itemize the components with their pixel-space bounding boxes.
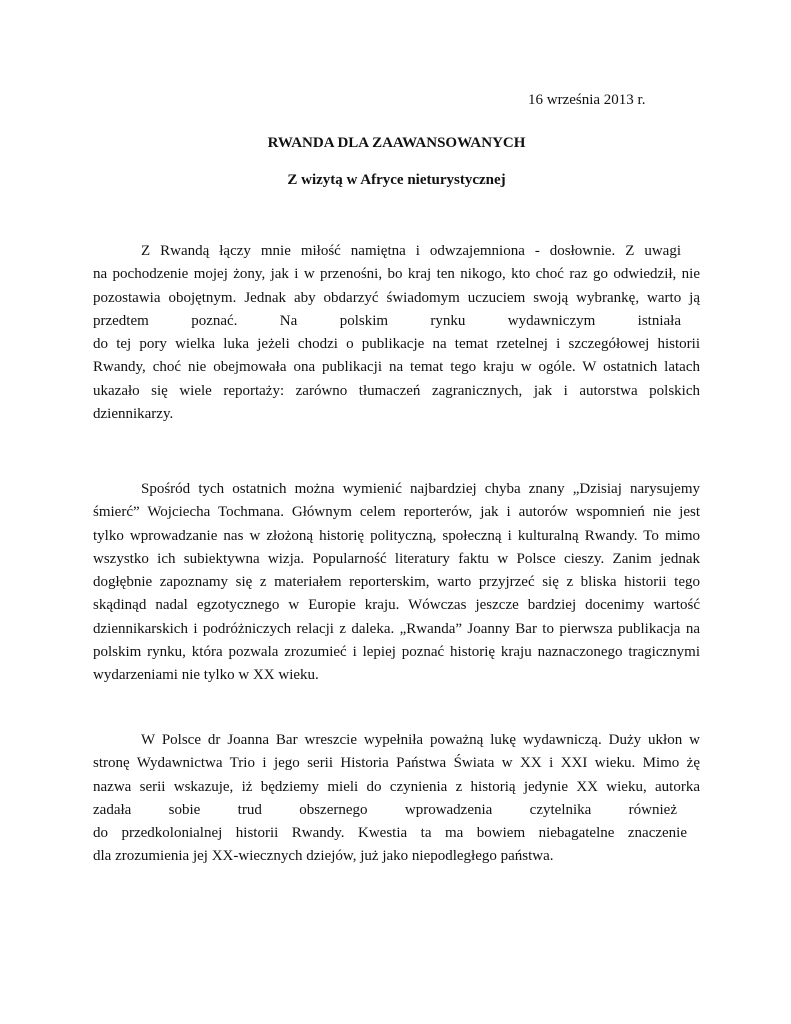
paragraph-line: skądinąd nadal egzotycznego w Europie kraju. Wówczas jeszcze bardziej docenimy wartość: [93, 597, 700, 614]
paragraph-line: W Polsce dr Joanna Bar wreszcie wypełniła poważną lukę wydawniczą. Duży ukłon w: [141, 732, 700, 748]
paragraph-line: śmierć” Wojciecha Tochmana. Głównym celem reporterów, jak i autorów wspomnień nie jest: [93, 504, 700, 521]
paragraph-line: do przedkolonialnej historii Rwandy. Kwestia ta ma bowiem niebagatelne znaczenie: [93, 825, 687, 842]
paragraph-1: [93, 240, 700, 426]
paragraph-line: przedtem poznać. Na polskim rynku wydawniczym istniała: [93, 312, 681, 329]
paragraph-line: Z Rwandą łączy mnie miłość namiętna i odwzajemniona - dosłownie. Z uwagi: [141, 243, 681, 259]
paragraph-2: [93, 478, 700, 688]
paragraph-line: pozostawia obojętnym. Jednak aby obdarzyć świadomym uczuciem swoją wybrankę, warto ją: [93, 289, 700, 306]
paragraph-line: dogłębnie zapoznamy się z materiałem reporterskim, warto przyjrzeć się z bliska historii tego: [93, 574, 700, 591]
paragraph-line: tylko wprowadzanie nas w złożoną historię polityczną, społeczną i kulturalną Rwandy. To mimo: [93, 527, 700, 544]
paragraph-line: dziennikarskich i podróżniczych relacji z daleka. „Rwanda” Joanny Bar to pierwsza publikacja na: [93, 620, 700, 637]
document-title: RWANDA DLA ZAAWANSOWANYCH: [267, 135, 526, 151]
paragraph-line: dziennikarzy.: [93, 406, 174, 423]
paragraph-line: nazwa serii wskazuje, iż będziemy mieli do czynienia z historią jedynie XX wieku, autorka: [93, 778, 700, 795]
paragraph-line: zadała sobie trud obszernego wprowadzenia czytelnika również: [93, 801, 677, 818]
document-date: 16 września 2013 r.: [528, 92, 646, 108]
paragraph-line: wydarzeniami nie tylko w XX wieku.: [93, 667, 319, 684]
paragraph-line: wszystko ich subiektywna wizja. Popularność literatury faktu w Polsce cieszy. Zanim jednak: [93, 550, 700, 567]
document-subtitle: Z wizytą w Afryce nieturystycznej: [287, 172, 506, 188]
paragraph-line: do tej pory wielka luka jeżeli chodzi o publikacje na temat rzetelnej i szczegółowej historii: [93, 336, 700, 353]
paragraph-line: Rwandy, choć nie obejmowała ona publikacji na temat tego kraju w ogóle. W ostatnich latach: [93, 359, 700, 376]
paragraph-line: stronę Wydawnictwa Trio i jego serii Historia Państwa Świata w XX i XXI wieku. Mimo żę: [93, 755, 700, 772]
paragraph-3: [93, 729, 700, 869]
paragraph-line: dla zrozumienia jej XX-wiecznych dziejów, już jako niepodległego państwa.: [93, 848, 554, 865]
paragraph-line: ukazało się wiele reportaży: zarówno tłumaczeń zagranicznych, jak i autorstwa polskich: [93, 382, 700, 399]
paragraph-line: Spośród tych ostatnich można wymienić najbardziej chyba znany „Dzisiaj narysujemy: [141, 481, 700, 497]
paragraph-line: na pochodzenie mojej żony, jak i w przenośni, bo kraj ten nikogo, kto choć raz go odwiedził, nie: [93, 266, 700, 283]
paragraph-line: polskim rynku, która pozwala zrozumieć i lepiej poznać historię kraju naznaczonego tragicznymi: [93, 644, 700, 661]
